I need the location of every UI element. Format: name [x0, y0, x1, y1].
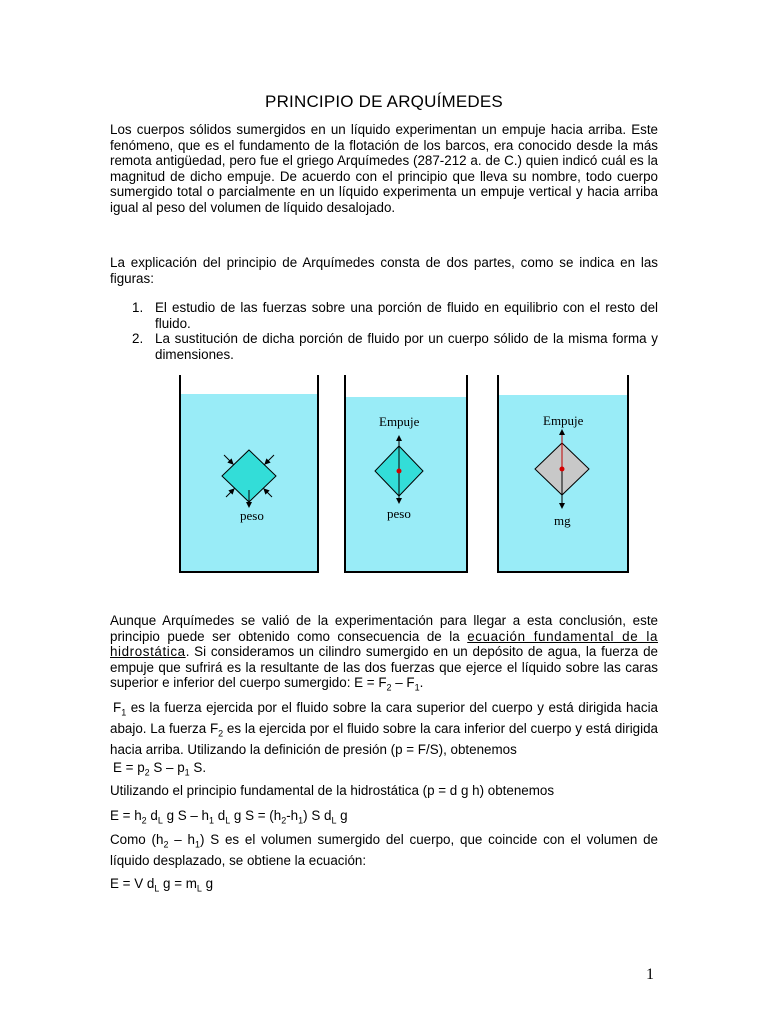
subscript: 2: [386, 682, 392, 693]
container-2: [344, 375, 468, 573]
subscript: 1: [184, 767, 190, 778]
text-run: es la fuerza ejercida por el fluido sobre la cara superior del cuerpo y está dirigida hacia abajo. La fuerza F: [110, 700, 658, 737]
list-number: 2.: [132, 331, 144, 346]
eq-text: ) S d: [303, 808, 332, 823]
list-item: [110, 331, 658, 362]
eq-text: g S – h: [162, 808, 209, 823]
subscript: L: [157, 815, 163, 826]
list-text: El estudio de las fuerzas sobre una porción de fluido en equilibrio con el resto del fluido.: [155, 300, 658, 331]
subscript: 1: [121, 707, 127, 718]
text-run: – F: [391, 675, 415, 690]
eq-text: E = h: [110, 808, 142, 823]
eq-text: d: [214, 808, 226, 823]
subscript: 2: [218, 728, 224, 739]
subscript: 2: [163, 839, 169, 850]
eq-text: S – p: [149, 760, 185, 775]
equation-2: [110, 808, 348, 829]
subscript: L: [196, 883, 202, 894]
subscript: L: [154, 883, 160, 894]
label-empuje-3: Empuje: [543, 413, 584, 428]
eq-text: g S = (h: [230, 808, 282, 823]
derivation-paragraph: [110, 613, 658, 696]
text-run: ) S es el volumen sumergido del cuerpo, que coincide con el volumen de líquido desplazado, se obtiene la ecuación:: [110, 832, 658, 869]
equation-3: [110, 876, 213, 897]
eq-text: E = p: [113, 760, 145, 775]
subscript: 1: [209, 815, 215, 826]
intro-paragraph: Los cuerpos sólidos sumergidos en un líquido experimentan un empuje hacia arriba. Este fenómeno, que es el fundamento de la flotación de los barcos, era conocido desde la más remota antigüedad, pero fue el griego Arquímedes (287-212 a. de C.) quien indicó cuál es la magnitud de dicho empuje. De acuerdo con el principio que lleva su nombre, todo cuerpo sumergido total o parcialmente en un líquido experimenta un empuje vertical y hacia arriba igual al peso del volumen de líquido desalojado.: [110, 122, 658, 215]
text-run: Aunque Arquímedes se valió de la experimentación para llegar a esta conclusión, este principio puede ser obtenido como consecuencia de la: [110, 613, 658, 644]
subscript: 1: [298, 815, 304, 826]
subscript: 2: [281, 815, 287, 826]
eq-text: d: [146, 808, 158, 823]
list-text: La sustitución de dicha porción de fluido por un cuerpo sólido de la misma forma y dimensiones.: [155, 331, 658, 362]
label-mg: mg: [554, 513, 571, 528]
eq-text: g: [201, 876, 214, 891]
page-title: PRINCIPIO DE ARQUÍMEDES: [265, 92, 503, 111]
list-item: [110, 300, 658, 331]
subscript: L: [331, 815, 337, 826]
steps-list: [110, 300, 658, 362]
label-peso-1: peso: [240, 508, 264, 523]
text-run: es la ejercida por el fluido sobre la cara inferior del cuerpo y está dirigida hacia arriba. Utilizando la definición de presión (p = F/S), obtenemos: [110, 721, 658, 758]
text-run: F: [113, 700, 122, 715]
eq-text: S.: [189, 760, 207, 775]
subscript: 2: [141, 815, 147, 826]
eq-text: E = V d: [110, 876, 155, 891]
center-point: [397, 469, 402, 474]
text-run: – h: [168, 832, 195, 847]
explanation-paragraph: La explicación del principio de Arquímedes consta de dos partes, como se indica en las figuras:: [110, 255, 658, 286]
volume-paragraph: [110, 832, 658, 869]
list-number: 1.: [132, 300, 144, 315]
text-run: Como (h: [110, 832, 164, 847]
hydrostatics-link[interactable]: ecuación fundamental de la hidrostática: [110, 628, 659, 659]
subscript: L: [225, 815, 231, 826]
eq-text: g = m: [159, 876, 197, 891]
container-1: [179, 375, 319, 573]
label-peso-2: peso: [387, 506, 411, 521]
forces-paragraph: [110, 700, 658, 758]
archimedes-figure: [170, 370, 640, 585]
container-3: [497, 375, 629, 573]
subscript: 1: [194, 839, 200, 850]
subscript: 2: [144, 767, 150, 778]
equation-1: [113, 760, 206, 781]
center-point: [560, 467, 565, 472]
text-run: .: [419, 675, 424, 690]
eq-text: g: [336, 808, 348, 823]
text-run: . Si consideramos un cilindro sumergido en un depósito de agua, la fuerza de empuje que sufrirá es la resultante de las dos fuerzas que ejerce el líquido sobre las caras superior e inferior del cuerpo sumergido: E = F: [110, 644, 658, 690]
eq-text: -h: [286, 808, 299, 823]
subscript: 1: [414, 682, 420, 693]
page-number: 1: [646, 966, 654, 983]
label-empuje-2: Empuje: [379, 414, 420, 429]
hydrostatic-paragraph: Utilizando el principio fundamental de la hidrostática (p = d g h) obtenemos: [110, 783, 555, 798]
